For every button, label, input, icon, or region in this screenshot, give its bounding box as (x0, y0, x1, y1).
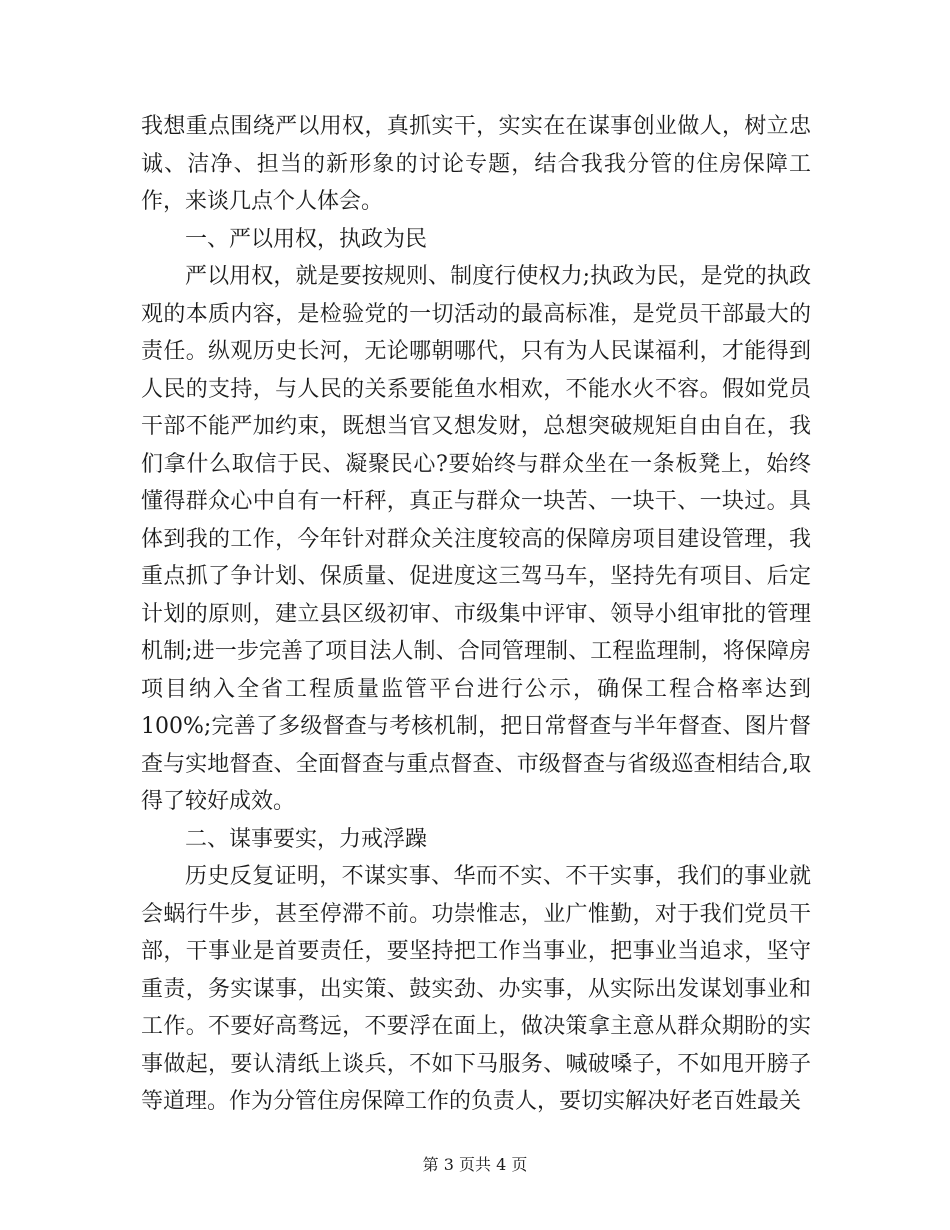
page-number-footer: 第 3 页共 4 页 (422, 1155, 528, 1174)
section-heading-1: 一、严以用权，执政为民 (185, 226, 428, 252)
section-heading-2: 二、谋事要实，力戒浮躁 (185, 826, 428, 852)
section-paragraph-2: 历史反复证明，不谋实事、华而不实、不干实事，我们的事业就会蜗行牛步，甚至停滞不前。功崇惟志，业广惟勤，对于我们党员干部，干事业是首要责任，要坚持把工作当事业，把事业当追求，坚守重责，务实谋事，出实策、鼓实劲、办实事，从实际出发谋划事业和工作。不要好高骛远，不要浮在面上，做决策拿主意从群众期盼的实事做起，要认清纸上谈兵，不如下马服务、喊破嗓子，不如甩开膀子等道理。作为分管住房保障工作的负责人，要切实解决好老百姓最关 (141, 864, 811, 1114)
document-body (141, 108, 811, 1121)
intro-paragraph: 我想重点围绕严以用权，真抓实干，实实在在谋事创业做人，树立忠诚、洁净、担当的新形象的讨论专题，结合我我分管的住房保障工作，来谈几点个人体会。 (141, 114, 811, 214)
section-paragraph-1: 严以用权，就是要按规则、制度行使权力;执政为民，是党的执政观的本质内容，是检验党的一切活动的最高标准，是党员干部最大的责任。纵观历史长河，无论哪朝哪代，只有为人民谋福利，才能得到人民的支持，与人民的关系要能鱼水相欢，不能水火不容。假如党员干部不能严加约束，既想当官又想发财，总想突破规矩自由自在，我们拿什么取信于民、凝聚民心?要始终与群众坐在一条板凳上，始终懂得群众心中自有一杆秤，真正与群众一块苦、一块干、一块过。具体到我的工作，今年针对群众关注度较高的保障房项目建设管理，我重点抓了争计划、保质量、促进度这三驾马车，坚持先有项目、后定计划的原则，建立县区级初审、市级集中评审、领导小组审批的管理机制;进一步完善了项目法人制、合同管理制、工程监理制，将保障房项目纳入全省工程质量监管平台进行公示，确保工程合格率达到100%;完善了多级督查与考核机制，把日常督查与半年督查、图片督查与实地督查、全面督查与重点督查、市级督查与省级巡查相结合,取得了较好成效。 (141, 264, 811, 814)
